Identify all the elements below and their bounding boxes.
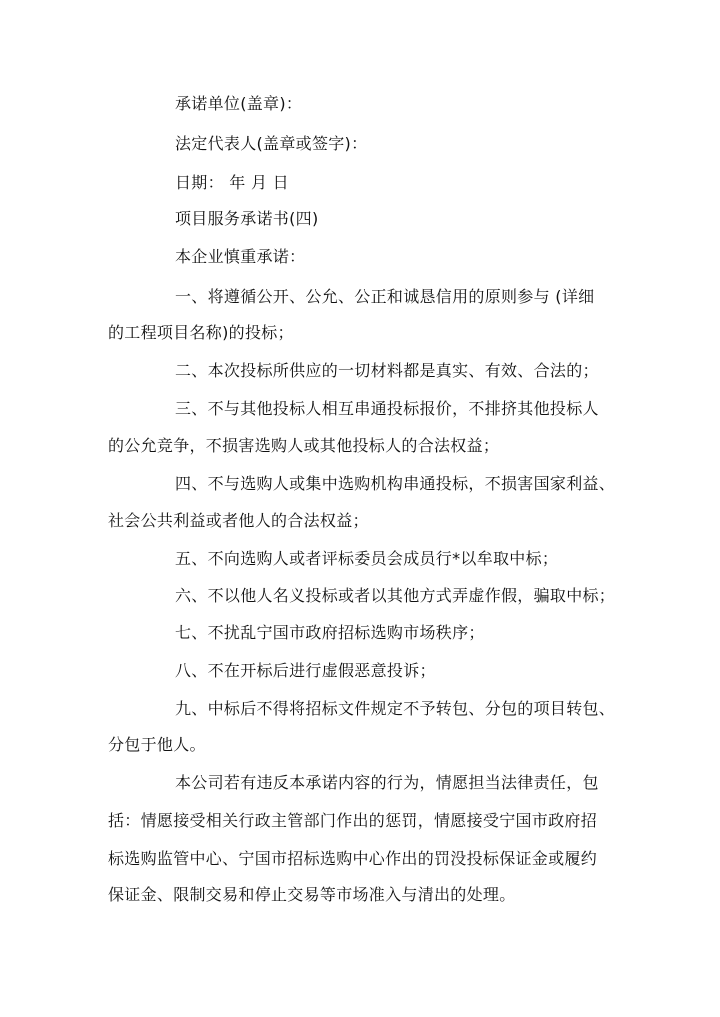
date-line: 日期： 年 月 日 — [175, 173, 289, 192]
closing-paragraph-line-3: 标选购监管中心、宁国市招标选购中心作出的罚没投标保证金或履约 — [108, 849, 598, 868]
closing-paragraph-line-2: 括：情愿接受相关行政主管部门作出的惩罚，情愿接受宁国市政府招 — [108, 811, 598, 830]
clause-7: 七、不扰乱宁国市政府招标选购市场秩序； — [175, 623, 485, 642]
clause-3-line-2: 的公允竞争，不损害选购人或其他投标人的合法权益； — [108, 436, 500, 455]
signature-unit-line: 承诺单位(盖章)： — [175, 94, 303, 113]
clause-4-line-2: 社会公共利益或者他人的合法权益； — [108, 511, 369, 530]
clause-1-line-1: 一、将遵循公开、公允、公正和诚恳信用的原则参与 (详细 — [175, 287, 595, 306]
clause-9-line-2: 分包于他人。 — [108, 735, 206, 754]
clause-6: 六、不以他人名义投标或者以其他方式弄虚作假，骗取中标； — [175, 586, 616, 605]
clause-1-line-2: 的工程项目名称)的投标； — [108, 323, 294, 342]
clause-8: 八、不在开标后进行虚假恶意投诉； — [175, 661, 436, 680]
closing-paragraph-line-1: 本公司若有违反本承诺内容的行为，情愿担当法律责任，包 — [175, 773, 599, 792]
intro-line: 本企业慎重承诺： — [175, 247, 306, 266]
clause-4-line-1: 四、不与选购人或集中选购机构串通投标，不损害国家利益、 — [175, 474, 616, 493]
closing-paragraph-line-4: 保证金、限制交易和停止交易等市场准入与清出的处理。 — [108, 885, 516, 904]
clause-5: 五、不向选购人或者评标委员会成员行*以牟取中标； — [175, 549, 559, 568]
clause-9-line-1: 九、中标后不得将招标文件规定不予转包、分包的项目转包、 — [175, 699, 616, 718]
clause-2: 二、本次投标所供应的一切材料都是真实、有效、合法的； — [175, 361, 599, 380]
section-title: 项目服务承诺书(四) — [175, 209, 319, 228]
clause-3-line-1: 三、不与其他投标人相互串通投标报价，不排挤其他投标人 — [175, 399, 599, 418]
legal-representative-line: 法定代表人(盖章或签字)： — [175, 134, 368, 153]
